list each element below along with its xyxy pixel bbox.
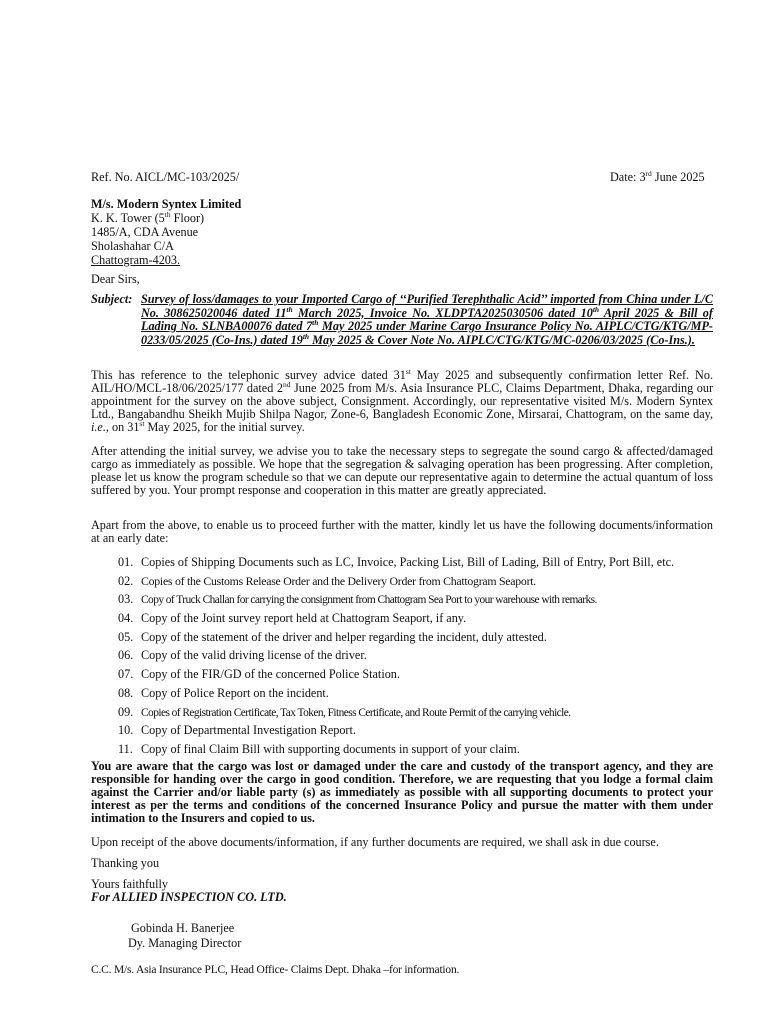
reference-number: Ref. No. AICL/MC-103/2025/	[91, 170, 240, 184]
subject-label: Subject:	[91, 292, 133, 306]
address-line: Sholashahar C/A	[91, 239, 174, 253]
list-item: 08. Copy of Police Report on the incident.	[118, 685, 329, 700]
list-item: 05. Copy of the statement of the driver and helper regarding the incident, duly attested.	[118, 629, 547, 644]
address-line: Chattogram-4203.	[91, 253, 181, 267]
thanking-line: Thanking you	[91, 856, 160, 870]
list-item: 01. Copies of Shipping Documents such as LC, Invoice, Packing List, Bill of Lading, Bill of Entry, Port Bill, etc.	[118, 555, 675, 569]
list-item: 06. Copy of the valid driving license of the driver.	[118, 648, 367, 663]
list-item: 03. Copy of Truck Challan for carrying the consignment from Chattogram Sea Port to your warehouse with remarks.	[118, 592, 597, 607]
subject-block	[91, 293, 713, 347]
paragraph-claim-instruction: You are aware that the cargo was lost or damaged under the care and custody of the transport agency, and they are responsible for handing over the cargo in good condition. Therefore, we are requesting that you lodge a formal claim against the Carrier and/or liable party (s) as immediately as possible with all supporting documents to protect your interest as per the terms and conditions of the concerned Insurance Policy and pursue the matter with them under intimation to the Insurers and copied to us.	[91, 759, 713, 825]
list-item: 07. Copy of the FIR/GD of the concerned Police Station.	[118, 667, 400, 682]
list-item: 11. Copy of final Claim Bill with supporting documents in support of your claim.	[118, 741, 520, 756]
carbon-copy: C.C. M/s. Asia Insurance PLC, Head Office- Claims Dept. Dhaka –for information.	[91, 964, 460, 976]
list-item: 02. Copies of the Customs Release Order and the Delivery Order from Chattogram Seaport.	[118, 573, 536, 588]
paragraph-reference: This has reference to the telephonic survey advice dated 31st May 2025 and subsequently confirmation letter Ref. No. AIL/HO/MCL-18/06/2025/177 dated 2nd June 2025 from M/s. Asia Insurance PLC, Claims Department, Dhaka, regarding our appointment for the survey on the above subject, Consignment. Accordingly, our representative visited M/s. Modern Syntex Ltd., Bangabandhu Sheikh Mujib Shilpa Nagor, Zone-6, Bangladesh Economic Zone, Mirsarai, Chattogram, on the same day, i.e., on 31st May 2025, for the initial survey.	[91, 366, 714, 434]
paragraph-further-documents: Upon receipt of the above documents/information, if any further documents are required, we shall ask in due course.	[91, 835, 659, 849]
paragraph-documents-request: Apart from the above, to enable us to proceed further with the matter, kindly let us have the following documents/information at an early date:	[91, 518, 713, 545]
signatory-name: Gobinda H. Banerjee	[131, 921, 235, 935]
list-item: 09. Copies of Registration Certificate, Tax Token, Fitness Certificate, and Route Permit of the carrying vehicle.	[118, 704, 571, 719]
valediction: Yours faithfully	[91, 877, 168, 891]
recipient-address	[91, 197, 391, 267]
list-item: 10. Copy of Departmental Investigation Report.	[118, 723, 356, 738]
salutation: Dear Sirs,	[91, 272, 140, 286]
address-line: K. K. Tower (5th Floor)	[91, 209, 205, 225]
sender-company: For ALLIED INSPECTION CO. LTD.	[91, 890, 287, 904]
documents-list	[118, 553, 718, 759]
recipient-company: M/s. Modern Syntex Limited	[91, 197, 242, 211]
letter-date: Date: 3rd June 2025	[610, 168, 705, 184]
subject-text: Survey of loss/damages to your Imported Cargo of ‘‘Purified Terephthalic Acid’’ imported from China under L/C No. 308625020046 dated 11th March 2025, Invoice No. XLDPTA2025030506 dated 10th April 2025 & Bill of Lading No. SLNBA00076 dated 7th May 2025 under Marine Cargo Insurance Policy No. AIPLC/CTG/KTG/MP-0233/05/2025 (Co-Ins.) dated 19th May 2025 & Cover Note No. AIPLC/CTG/KTG/MC-0206/03/2025 (Co-Ins.).	[141, 292, 713, 347]
paragraph-advice: After attending the initial survey, we advise you to take the necessary steps to segregate the sound cargo & affected/damaged cargo as immediately as possible. We hope that the segregation & salvaging operation has been progressing. After completion, please let us know the program schedule so that we can depute our representative again to determine the actual quantum of loss suffered by you. Your prompt response and cooperation in this matter are greatly appreciated.	[91, 444, 713, 497]
signatory-title: Dy. Managing Director	[128, 936, 242, 950]
list-item: 04. Copy of the Joint survey report held at Chattogram Seaport, if any.	[118, 611, 467, 626]
address-line: 1485/A, CDA Avenue	[91, 225, 199, 239]
